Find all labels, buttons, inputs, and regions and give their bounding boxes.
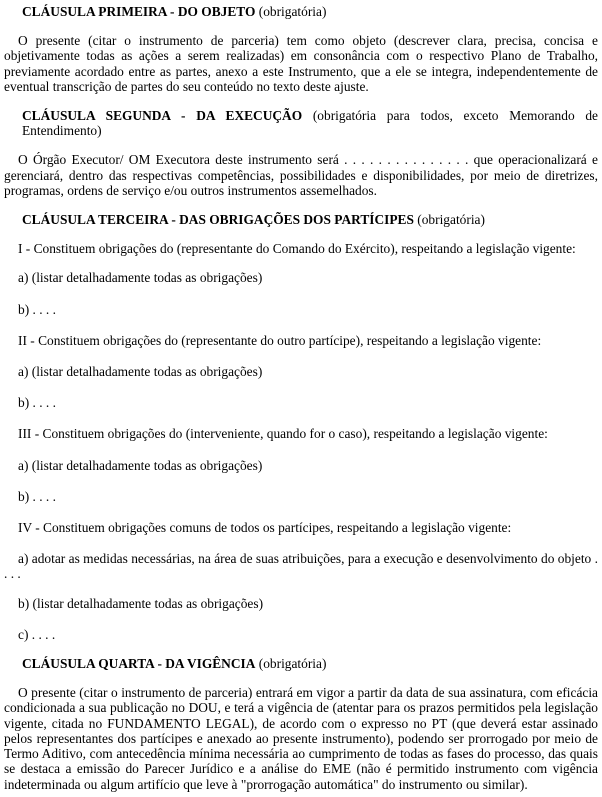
clausula-quarta-heading <box>4 656 598 671</box>
obrigacoes-i-text: I - Constituem obrigações do (representante do Comando do Exército), respeitando a legislação vigente: <box>18 241 576 257</box>
clausula-quarta-note: (obrigatória) <box>258 656 327 672</box>
obrigacoes-i-a: a) (listar detalhadamente todas as obrigações) <box>18 270 263 286</box>
obrigacoes-iv-text: IV - Constituem obrigações comuns de todos os partícipes, respeitando a legislação vigente: <box>18 520 512 536</box>
clausula-segunda-body: O Órgão Executor/ OM Executora deste instrumento será . . . . . . . . . . . . . . . que operacionalizará e gerenciará, dentro das respectivas competências, possibilidades e disponibilidades, por meio de diretrizes, programas, ordens de serviço e/ou outros instrumentos assemelhados. <box>4 152 598 198</box>
clausula-quarta-title: CLÁUSULA QUARTA - DA VIGÊNCIA <box>22 656 256 672</box>
clausula-segunda-heading <box>4 108 598 138</box>
clausula-quarta-body: O presente (citar o instrumento de parceria) entrará em vigor a partir da data de sua assinatura, com eficácia condicionada a sua publicação no DOU, e terá a vigência de (atentar para os prazos permitidos pela legislação vigente, citada no FUNDAMENTO LEGAL), de acordo com o expresso no PT (que deverá estar assinado pelos representantes dos partícipes e anexado ao presente instrumento), podendo ser prorrogado por meio de Termo Aditivo, com antecedência mínima necessária ao cumprimento de todas as fases do processo, das quais se destaca a emissão do Parecer Jurídico e a análise do EME (não é permitido instrumento com vigência indeterminada ou algum artifício que leve à "prorrogação automática" do instrumento ou similar). <box>4 685 598 792</box>
clausula-segunda-note: (obrigatória para todos, exceto Memorando de Entendimento) <box>22 108 598 139</box>
obrigacoes-iii-text: III - Constituem obrigações do (interveniente, quando for o caso), respeitando a legislação vigente: <box>18 426 548 442</box>
clausula-terceira-heading <box>4 212 598 227</box>
obrigacoes-iv-a: a) adotar as medidas necessárias, na área de suas atribuições, para a execução e desenvolvimento do objeto . . . . <box>4 551 598 582</box>
obrigacoes-ii-a: a) (listar detalhadamente todas as obrigações) <box>18 364 263 380</box>
clausula-terceira-title: CLÁUSULA TERCEIRA - DAS OBRIGAÇÕES DOS PARTÍCIPES <box>22 212 414 228</box>
clausula-primeira-note: (obrigatória) <box>258 4 327 19</box>
clausula-primeira-title: CLÁUSULA PRIMEIRA - DO OBJETO <box>22 4 256 19</box>
obrigacoes-iv-c: c) . . . . <box>18 626 56 642</box>
clausula-segunda-title: CLÁUSULA SEGUNDA - DA EXECUÇÃO <box>22 108 303 124</box>
obrigacoes-iv-b: b) (listar detalhadamente todas as obrigações) <box>18 595 264 611</box>
obrigacoes-iii-b: b) . . . . <box>18 488 56 504</box>
obrigacoes-i-b: b) . . . . <box>18 301 56 317</box>
obrigacoes-ii-b: b) . . . . <box>18 395 56 411</box>
clausula-primeira-heading <box>4 4 598 19</box>
clausula-terceira-note: (obrigatória) <box>417 212 485 228</box>
clausula-primeira-body: O presente (citar o instrumento de parceria) tem como objeto (descrever clara, precisa, concisa e objetivamente todas as ações a serem realizadas) em consonância com o respectivo Plano de Trabalho, previamente acordado entre as partes, anexo a este Instrumento, que a ele se integra, independentemente de eventual transcrição de partes do seu conteúdo no texto deste ajuste. <box>4 33 598 94</box>
obrigacoes-ii-text: II - Constituem obrigações do (representante do outro partícipe), respeitando a legislação vigente: <box>18 332 542 348</box>
obrigacoes-iii-a: a) (listar detalhadamente todas as obrigações) <box>18 457 263 473</box>
